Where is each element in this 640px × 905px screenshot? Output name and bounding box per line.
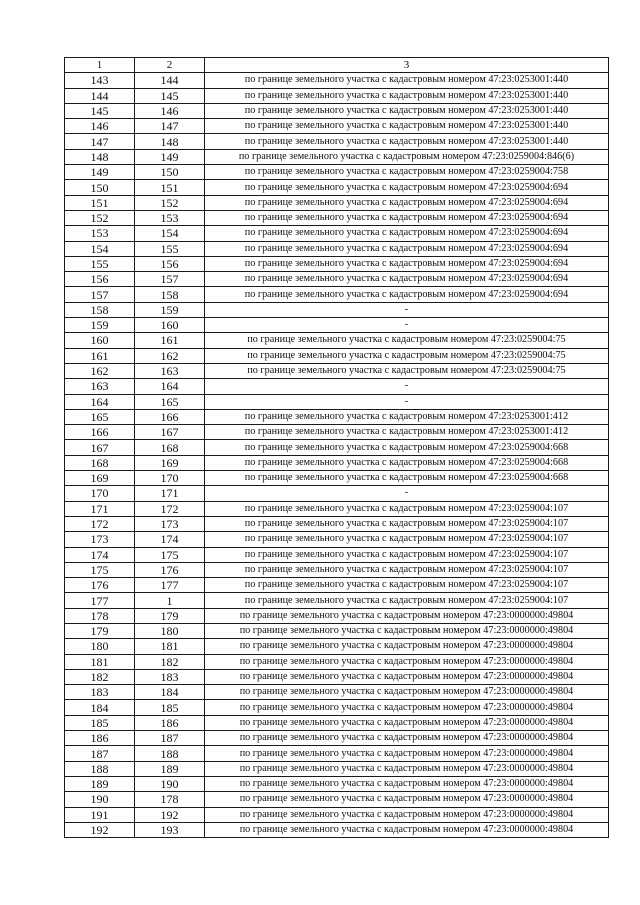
- cell-boundary-description: по границе земельного участка с кадастровым номером 47:23:0259004:694: [205, 241, 609, 256]
- cell-boundary-description: по границе земельного участка с кадастровым номером 47:23:0000000:49804: [205, 822, 609, 837]
- cell-to-point: 168: [135, 440, 205, 455]
- table-row: [65, 210, 609, 225]
- cell-from-point: 174: [65, 547, 135, 562]
- cell-boundary-description: по границе земельного участка с кадастровым номером 47:23:0000000:49804: [205, 623, 609, 638]
- cell-to-point: 157: [135, 272, 205, 287]
- cell-from-point: 182: [65, 669, 135, 684]
- cell-boundary-description: -: [205, 379, 609, 394]
- table-row: [65, 623, 609, 638]
- cell-to-point: 147: [135, 119, 205, 134]
- table-row: [65, 654, 609, 669]
- cell-from-point: 185: [65, 715, 135, 730]
- cell-boundary-description: по границе земельного участка с кадастровым номером 47:23:0259004:107: [205, 532, 609, 547]
- cell-boundary-description: по границе земельного участка с кадастровым номером 47:23:0259004:107: [205, 593, 609, 608]
- cell-to-point: 192: [135, 807, 205, 822]
- cell-from-point: 154: [65, 241, 135, 256]
- cell-to-point: 177: [135, 578, 205, 593]
- cell-to-point: 193: [135, 822, 205, 837]
- cell-to-point: 160: [135, 318, 205, 333]
- cell-from-point: 153: [65, 226, 135, 241]
- cell-boundary-description: по границе земельного участка с кадастровым номером 47:23:0259004:846(6): [205, 149, 609, 164]
- cell-to-point: 173: [135, 516, 205, 531]
- cell-boundary-description: по границе земельного участка с кадастровым номером 47:23:0000000:49804: [205, 807, 609, 822]
- cell-to-point: 153: [135, 210, 205, 225]
- cell-to-point: 183: [135, 669, 205, 684]
- column-header-1: 1: [65, 58, 135, 73]
- cell-boundary-description: -: [205, 318, 609, 333]
- cell-boundary-description: по границе земельного участка с кадастровым номером 47:23:0000000:49804: [205, 700, 609, 715]
- table-row: [65, 792, 609, 807]
- table-row: [65, 119, 609, 134]
- table-row: [65, 333, 609, 348]
- table-row: [65, 685, 609, 700]
- cell-boundary-description: по границе земельного участка с кадастровым номером 47:23:0259004:694: [205, 287, 609, 302]
- table-header: [65, 58, 609, 73]
- cell-from-point: 146: [65, 119, 135, 134]
- cell-from-point: 170: [65, 486, 135, 501]
- cell-to-point: 180: [135, 623, 205, 638]
- cell-from-point: 187: [65, 746, 135, 761]
- cell-to-point: 158: [135, 287, 205, 302]
- cell-from-point: 155: [65, 256, 135, 271]
- cell-from-point: 173: [65, 532, 135, 547]
- table-row: [65, 180, 609, 195]
- cell-to-point: 155: [135, 241, 205, 256]
- cell-from-point: 172: [65, 516, 135, 531]
- cell-boundary-description: по границе земельного участка с кадастровым номером 47:23:0259004:107: [205, 562, 609, 577]
- table-row: [65, 409, 609, 424]
- cell-to-point: 152: [135, 195, 205, 210]
- cell-from-point: 191: [65, 807, 135, 822]
- cell-from-point: 171: [65, 501, 135, 516]
- table-row: [65, 807, 609, 822]
- cell-to-point: 179: [135, 608, 205, 623]
- cell-from-point: 145: [65, 103, 135, 118]
- cell-boundary-description: по границе земельного участка с кадастровым номером 47:23:0259004:694: [205, 210, 609, 225]
- table-row: [65, 103, 609, 118]
- table-row: [65, 379, 609, 394]
- cell-from-point: 181: [65, 654, 135, 669]
- cell-from-point: 148: [65, 149, 135, 164]
- cell-boundary-description: по границе земельного участка с кадастровым номером 47:23:0253001:440: [205, 134, 609, 149]
- cell-to-point: 184: [135, 685, 205, 700]
- cell-to-point: 181: [135, 639, 205, 654]
- cell-to-point: 1: [135, 593, 205, 608]
- cell-boundary-description: -: [205, 302, 609, 317]
- table-row: [65, 302, 609, 317]
- cell-from-point: 152: [65, 210, 135, 225]
- cell-boundary-description: по границе земельного участка с кадастровым номером 47:23:0259004:694: [205, 195, 609, 210]
- cell-from-point: 158: [65, 302, 135, 317]
- cell-boundary-description: по границе земельного участка с кадастровым номером 47:23:0259004:107: [205, 547, 609, 562]
- cell-to-point: 169: [135, 455, 205, 470]
- cell-boundary-description: по границе земельного участка с кадастровым номером 47:23:0253001:440: [205, 119, 609, 134]
- cell-from-point: 149: [65, 165, 135, 180]
- table-row: [65, 348, 609, 363]
- cell-from-point: 151: [65, 195, 135, 210]
- table-row: [65, 256, 609, 271]
- table-row: [65, 455, 609, 470]
- cell-boundary-description: по границе земельного участка с кадастровым номером 47:23:0259004:758: [205, 165, 609, 180]
- cell-from-point: 176: [65, 578, 135, 593]
- table-row: [65, 608, 609, 623]
- cell-to-point: 182: [135, 654, 205, 669]
- cell-to-point: 163: [135, 363, 205, 378]
- cell-to-point: 154: [135, 226, 205, 241]
- cell-to-point: 162: [135, 348, 205, 363]
- cell-boundary-description: по границе земельного участка с кадастровым номером 47:23:0000000:49804: [205, 608, 609, 623]
- cell-boundary-description: по границе земельного участка с кадастровым номером 47:23:0259004:668: [205, 471, 609, 486]
- cell-from-point: 156: [65, 272, 135, 287]
- cell-to-point: 146: [135, 103, 205, 118]
- cell-boundary-description: по границе земельного участка с кадастровым номером 47:23:0000000:49804: [205, 654, 609, 669]
- cell-boundary-description: -: [205, 394, 609, 409]
- cell-boundary-description: по границе земельного участка с кадастровым номером 47:23:0000000:49804: [205, 746, 609, 761]
- cell-from-point: 177: [65, 593, 135, 608]
- table-row: [65, 471, 609, 486]
- cell-boundary-description: -: [205, 486, 609, 501]
- cell-boundary-description: по границе земельного участка с кадастровым номером 47:23:0259004:694: [205, 272, 609, 287]
- cell-boundary-description: по границе земельного участка с кадастровым номером 47:23:0259004:668: [205, 455, 609, 470]
- cell-from-point: 150: [65, 180, 135, 195]
- cell-boundary-description: по границе земельного участка с кадастровым номером 47:23:0253001:440: [205, 88, 609, 103]
- cell-from-point: 169: [65, 471, 135, 486]
- cell-boundary-description: по границе земельного участка с кадастровым номером 47:23:0259004:75: [205, 363, 609, 378]
- table-row: [65, 501, 609, 516]
- cell-to-point: 144: [135, 73, 205, 88]
- cell-to-point: 171: [135, 486, 205, 501]
- cell-to-point: 176: [135, 562, 205, 577]
- cell-boundary-description: по границе земельного участка с кадастровым номером 47:23:0000000:49804: [205, 685, 609, 700]
- table-row: [65, 88, 609, 103]
- table-row: [65, 547, 609, 562]
- table-row: [65, 516, 609, 531]
- cell-boundary-description: по границе земельного участка с кадастровым номером 47:23:0259004:107: [205, 578, 609, 593]
- cell-to-point: 170: [135, 471, 205, 486]
- table-row: [65, 776, 609, 791]
- cell-from-point: 186: [65, 731, 135, 746]
- table-row: [65, 746, 609, 761]
- cell-from-point: 184: [65, 700, 135, 715]
- cell-to-point: 150: [135, 165, 205, 180]
- cell-from-point: 183: [65, 685, 135, 700]
- table-row: [65, 394, 609, 409]
- cell-boundary-description: по границе земельного участка с кадастровым номером 47:23:0000000:49804: [205, 639, 609, 654]
- cell-boundary-description: по границе земельного участка с кадастровым номером 47:23:0000000:49804: [205, 715, 609, 730]
- table-row: [65, 761, 609, 776]
- cell-boundary-description: по границе земельного участка с кадастровым номером 47:23:0000000:49804: [205, 776, 609, 791]
- cell-boundary-description: по границе земельного участка с кадастровым номером 47:23:0259004:694: [205, 226, 609, 241]
- table-row: [65, 226, 609, 241]
- table-row: [65, 363, 609, 378]
- table-row: [65, 149, 609, 164]
- cell-from-point: 180: [65, 639, 135, 654]
- cell-from-point: 165: [65, 409, 135, 424]
- table-row: [65, 669, 609, 684]
- cell-to-point: 159: [135, 302, 205, 317]
- table-row: [65, 425, 609, 440]
- cell-to-point: 151: [135, 180, 205, 195]
- column-header-2: 2: [135, 58, 205, 73]
- table-row: [65, 195, 609, 210]
- cell-to-point: 188: [135, 746, 205, 761]
- cell-boundary-description: по границе земельного участка с кадастровым номером 47:23:0253001:440: [205, 103, 609, 118]
- cell-to-point: 185: [135, 700, 205, 715]
- cell-from-point: 163: [65, 379, 135, 394]
- cell-to-point: 190: [135, 776, 205, 791]
- cell-to-point: 172: [135, 501, 205, 516]
- cell-from-point: 159: [65, 318, 135, 333]
- cell-boundary-description: по границе земельного участка с кадастровым номером 47:23:0000000:49804: [205, 761, 609, 776]
- cell-from-point: 144: [65, 88, 135, 103]
- cell-to-point: 165: [135, 394, 205, 409]
- cell-boundary-description: по границе земельного участка с кадастровым номером 47:23:0000000:49804: [205, 731, 609, 746]
- cell-to-point: 166: [135, 409, 205, 424]
- cell-to-point: 178: [135, 792, 205, 807]
- table-row: [65, 318, 609, 333]
- cell-to-point: 167: [135, 425, 205, 440]
- cell-from-point: 190: [65, 792, 135, 807]
- table-row: [65, 272, 609, 287]
- cell-to-point: 164: [135, 379, 205, 394]
- cell-boundary-description: по границе земельного участка с кадастровым номером 47:23:0259004:694: [205, 256, 609, 271]
- table-row: [65, 486, 609, 501]
- header-row: [65, 58, 609, 73]
- cell-boundary-description: по границе земельного участка с кадастровым номером 47:23:0253001:412: [205, 409, 609, 424]
- cell-to-point: 148: [135, 134, 205, 149]
- cell-from-point: 157: [65, 287, 135, 302]
- column-header-3: 3: [205, 58, 609, 73]
- table-row: [65, 73, 609, 88]
- cell-boundary-description: по границе земельного участка с кадастровым номером 47:23:0259004:75: [205, 348, 609, 363]
- table-row: [65, 287, 609, 302]
- cell-to-point: 174: [135, 532, 205, 547]
- cell-to-point: 156: [135, 256, 205, 271]
- cell-from-point: 192: [65, 822, 135, 837]
- cell-from-point: 162: [65, 363, 135, 378]
- cell-from-point: 175: [65, 562, 135, 577]
- cell-from-point: 179: [65, 623, 135, 638]
- cell-boundary-description: по границе земельного участка с кадастровым номером 47:23:0000000:49804: [205, 669, 609, 684]
- table-body: [65, 73, 609, 838]
- cell-to-point: 175: [135, 547, 205, 562]
- cell-to-point: 189: [135, 761, 205, 776]
- cell-from-point: 164: [65, 394, 135, 409]
- cell-boundary-description: по границе земельного участка с кадастровым номером 47:23:0000000:49804: [205, 792, 609, 807]
- table-row: [65, 593, 609, 608]
- cell-from-point: 188: [65, 761, 135, 776]
- cell-from-point: 189: [65, 776, 135, 791]
- table-row: [65, 532, 609, 547]
- cell-boundary-description: по границе земельного участка с кадастровым номером 47:23:0259004:668: [205, 440, 609, 455]
- cell-to-point: 187: [135, 731, 205, 746]
- table-row: [65, 822, 609, 837]
- boundary-table: [64, 57, 609, 838]
- table-row: [65, 440, 609, 455]
- cell-from-point: 161: [65, 348, 135, 363]
- cell-from-point: 147: [65, 134, 135, 149]
- cell-from-point: 143: [65, 73, 135, 88]
- table-row: [65, 700, 609, 715]
- table-row: [65, 578, 609, 593]
- table-row: [65, 562, 609, 577]
- cell-boundary-description: по границе земельного участка с кадастровым номером 47:23:0259004:75: [205, 333, 609, 348]
- cell-from-point: 160: [65, 333, 135, 348]
- cell-from-point: 178: [65, 608, 135, 623]
- cell-to-point: 145: [135, 88, 205, 103]
- table-row: [65, 241, 609, 256]
- cell-to-point: 149: [135, 149, 205, 164]
- table-row: [65, 165, 609, 180]
- cell-boundary-description: по границе земельного участка с кадастровым номером 47:23:0259004:107: [205, 501, 609, 516]
- cell-boundary-description: по границе земельного участка с кадастровым номером 47:23:0253001:440: [205, 73, 609, 88]
- table-row: [65, 639, 609, 654]
- cell-boundary-description: по границе земельного участка с кадастровым номером 47:23:0259004:107: [205, 516, 609, 531]
- table-row: [65, 715, 609, 730]
- cell-boundary-description: по границе земельного участка с кадастровым номером 47:23:0253001:412: [205, 425, 609, 440]
- table-row: [65, 134, 609, 149]
- cell-boundary-description: по границе земельного участка с кадастровым номером 47:23:0259004:694: [205, 180, 609, 195]
- table-row: [65, 731, 609, 746]
- cell-from-point: 167: [65, 440, 135, 455]
- cell-from-point: 166: [65, 425, 135, 440]
- cell-to-point: 161: [135, 333, 205, 348]
- cell-to-point: 186: [135, 715, 205, 730]
- cell-from-point: 168: [65, 455, 135, 470]
